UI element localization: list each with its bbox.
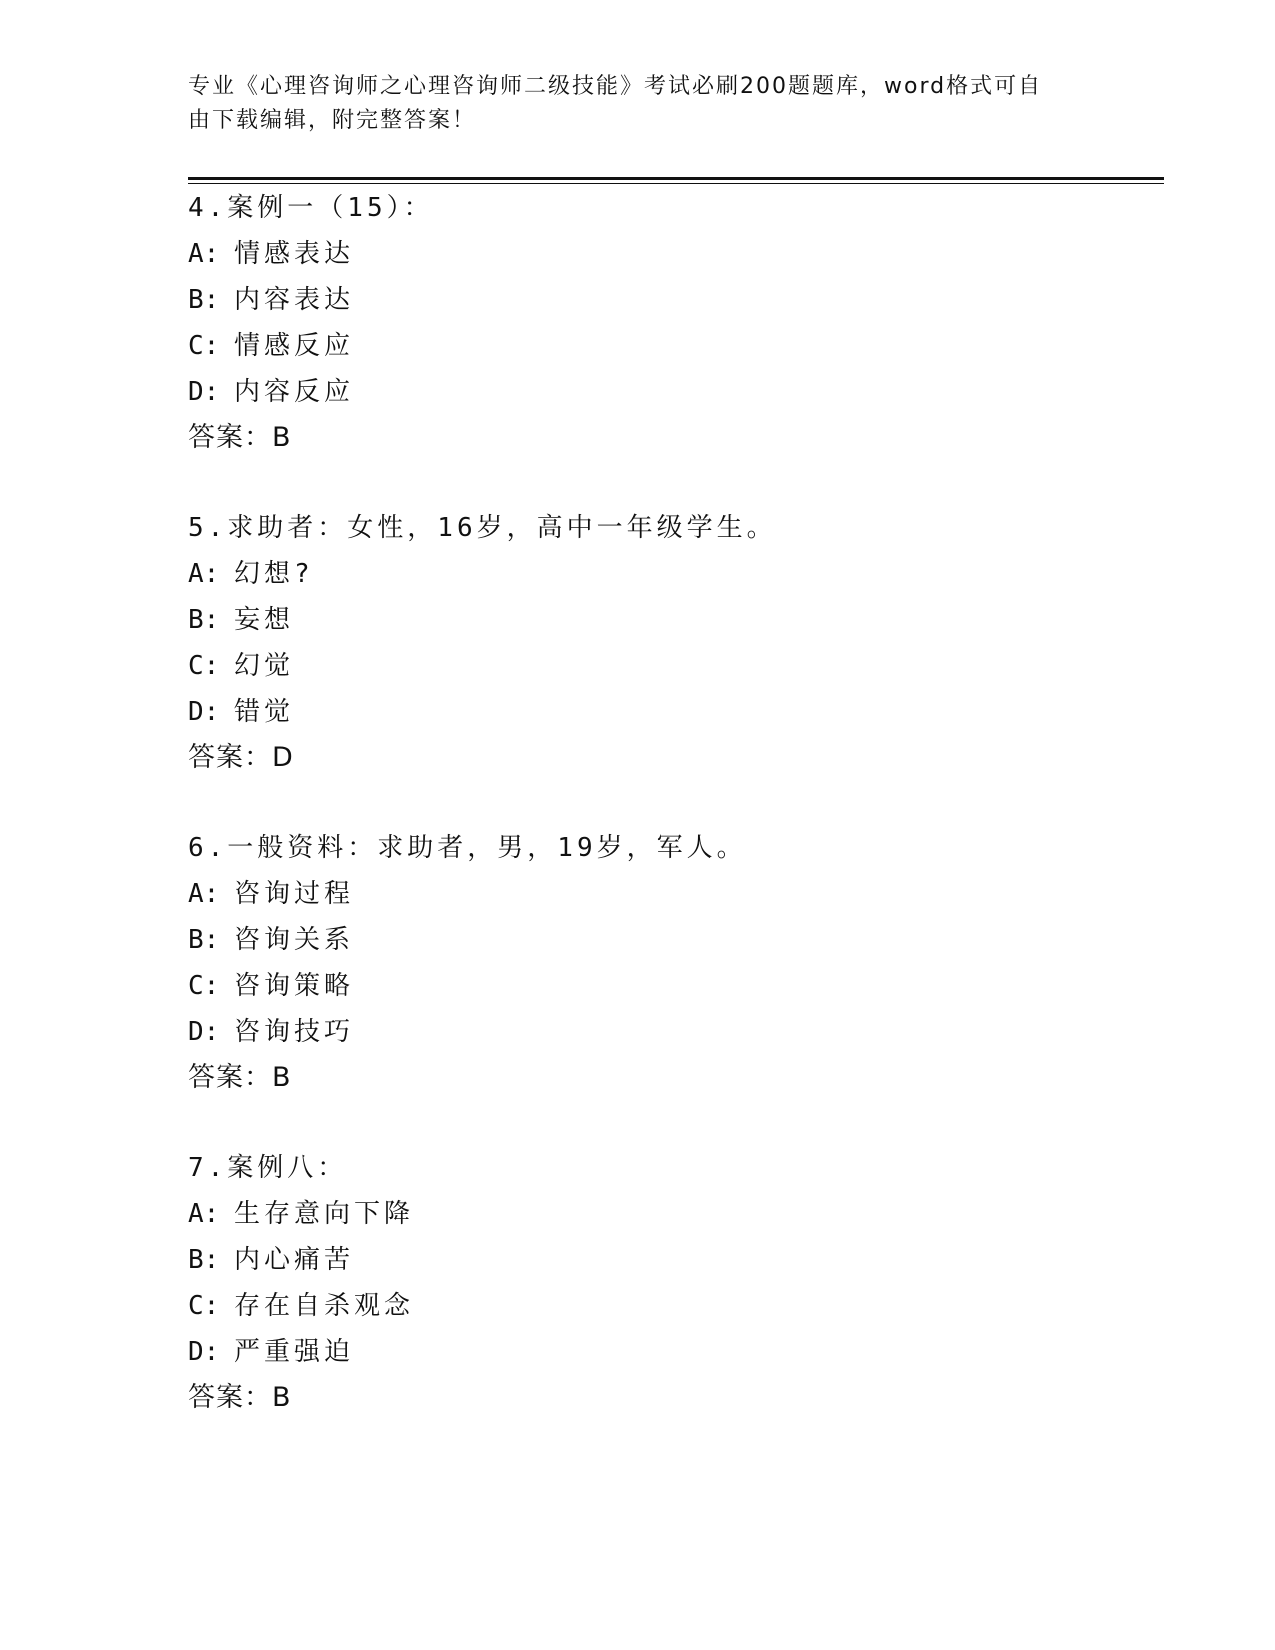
option-b <box>188 277 1148 323</box>
option-text: 幻想? <box>234 559 314 589</box>
option-text: 内心痛苦 <box>234 1245 355 1275</box>
option-a <box>188 1191 1148 1237</box>
option-label: A: <box>188 1199 220 1229</box>
option-text: 内容表达 <box>234 285 355 315</box>
option-text: 咨询关系 <box>234 925 355 955</box>
answer-line: 答案：B <box>188 1382 292 1413</box>
option-text: 情感反应 <box>234 331 355 361</box>
header-divider-thin <box>188 183 1164 184</box>
option-label: B: <box>188 285 220 315</box>
option-d <box>188 1329 1148 1375</box>
option-label: D: <box>188 377 220 407</box>
option-text: 幻觉 <box>234 651 295 681</box>
option-label: D: <box>188 697 220 727</box>
question-stem: 6.一般资料：求助者，男，19岁，军人。 <box>188 833 747 863</box>
option-label: B: <box>188 1245 220 1275</box>
option-b <box>188 597 1148 643</box>
option-c <box>188 963 1148 1009</box>
option-text: 存在自杀观念 <box>234 1291 415 1321</box>
header-line-2: 由下载编辑，附完整答案！ <box>188 108 477 133</box>
document-header <box>188 70 1068 138</box>
option-label: C: <box>188 971 220 1001</box>
option-text: 咨询过程 <box>234 879 355 909</box>
option-label: A: <box>188 239 220 269</box>
question-6 <box>188 825 1148 1101</box>
option-text: 错觉 <box>234 697 295 727</box>
question-stem: 5.求助者：女性，16岁，高中一年级学生。 <box>188 513 777 543</box>
option-text: 生存意向下降 <box>234 1199 415 1229</box>
option-text: 内容反应 <box>234 377 355 407</box>
option-label: C: <box>188 651 220 681</box>
option-c <box>188 643 1148 689</box>
option-text: 咨询技巧 <box>234 1017 355 1047</box>
option-text: 情感表达 <box>234 239 355 269</box>
answer-line: 答案：D <box>188 742 294 773</box>
option-d <box>188 1009 1148 1055</box>
question-stem: 7.案例八： <box>188 1153 348 1183</box>
answer-line: 答案：B <box>188 422 292 453</box>
option-a <box>188 871 1148 917</box>
option-c <box>188 323 1148 369</box>
option-label: C: <box>188 331 220 361</box>
option-b <box>188 1237 1148 1283</box>
header-divider-thick <box>188 177 1164 180</box>
option-label: B: <box>188 925 220 955</box>
question-7 <box>188 1145 1148 1421</box>
answer-line: 答案：B <box>188 1062 292 1093</box>
option-text: 严重强迫 <box>234 1337 355 1367</box>
option-text: 妄想 <box>234 605 295 635</box>
option-d <box>188 689 1148 735</box>
option-label: B: <box>188 605 220 635</box>
option-label: D: <box>188 1017 220 1047</box>
option-label: D: <box>188 1337 220 1367</box>
question-5 <box>188 505 1148 781</box>
option-a <box>188 551 1148 597</box>
option-label: A: <box>188 559 220 589</box>
question-4 <box>188 185 1148 461</box>
option-a <box>188 231 1148 277</box>
option-c <box>188 1283 1148 1329</box>
option-label: C: <box>188 1291 220 1321</box>
header-line-1: 专业《心理咨询师之心理咨询师二级技能》考试必刷200题题库，word格式可自 <box>188 74 1043 99</box>
option-b <box>188 917 1148 963</box>
option-label: A: <box>188 879 220 909</box>
option-text: 咨询策略 <box>234 971 355 1001</box>
question-stem: 4.案例一（15）： <box>188 193 434 223</box>
option-d <box>188 369 1148 415</box>
